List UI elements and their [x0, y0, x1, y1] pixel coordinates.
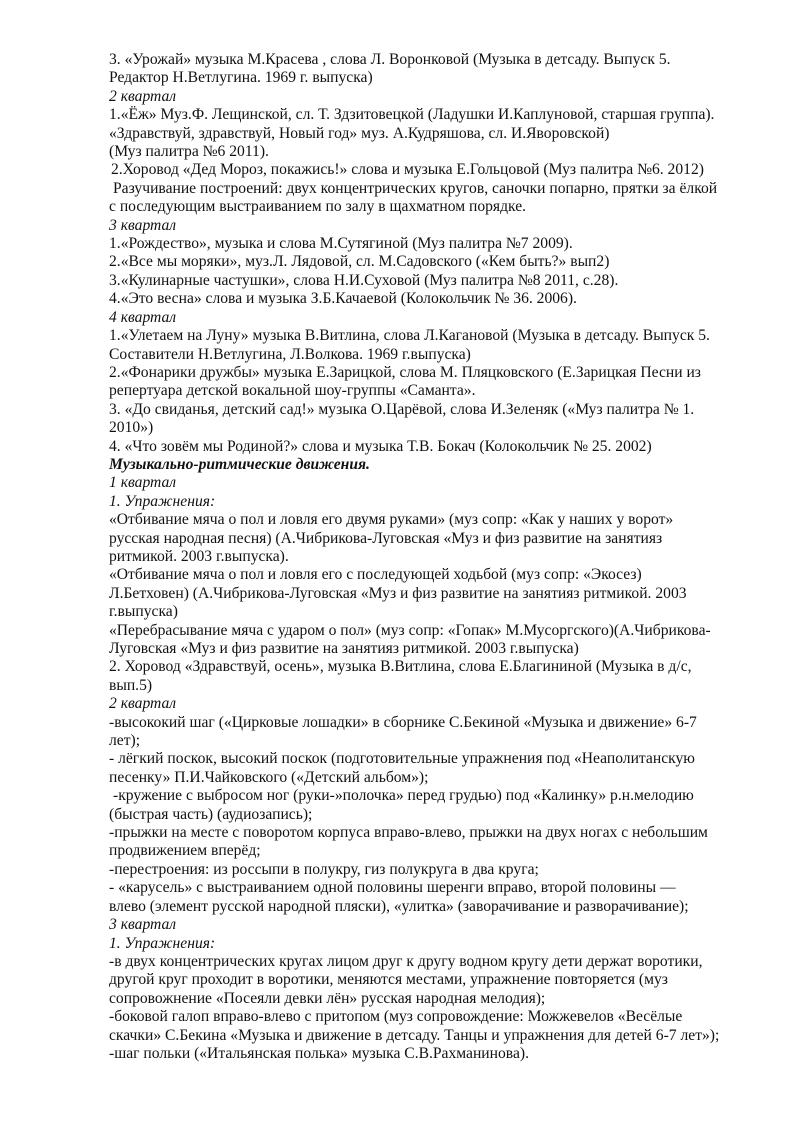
text-line: другой круг проходит в воротики, меняются местами, упражнение повторяется (муз [109, 971, 668, 989]
text-line: с последующим выстраиванием по залу в щахматном порядке. [109, 198, 527, 216]
text-line: вып.5) [109, 676, 153, 694]
section-heading-quarter-2b: 2 квартал [109, 695, 177, 713]
text-line: 1.«Ёж» Муз.Ф. Лещинской, сл. Т. Здзитовецкой (Ладушки И.Каплуновой, старшая группа). [109, 106, 715, 124]
text-line: - лёгкий поскок, высокий поскок (подготовительные упражнения под «Неаполитанскую [109, 750, 695, 768]
text-line: «Перебрасывание мяча с ударом о пол» (муз сопр: «Гопак» М.Мусоргского)(А.Чибрикова- [109, 621, 711, 639]
subheading-exercises: 1. Упражнения: [109, 934, 216, 952]
text-line: (Муз палитра №6 2011). [109, 143, 269, 161]
text-line: 1.«Рождество», музыка и слова М.Сутягиной (Муз палитра №7 2009). [109, 235, 573, 253]
text-line: «Отбивание мяча о пол и ловля его с последующей ходьбой (муз сопр: «Экосез) [109, 566, 642, 584]
text-line: 3. «До свиданья, детский сад!» музыка О.Царёвой, слова И.Зеленяк («Муз палитра № 1. [109, 400, 695, 418]
text-line: -перестроения: из россыпи в полукру, гиз полукруга в два круга; [109, 860, 539, 878]
text-line: -шаг польки («Итальянская полька» музыка С.В.Рахманинова). [109, 1044, 529, 1062]
text-line: лет); [109, 732, 141, 750]
text-line: -высококий шаг («Цирковые лошадки» в сборнике С.Бекиной «Музыка и движение» 6-7 [109, 713, 697, 731]
section-heading-quarter-4: 4 квартал [109, 308, 177, 326]
text-line: 4.«Это весна» слова и музыка З.Б.Качаевой (Колокольчик № 36. 2006). [109, 290, 577, 308]
text-line: «Здравствуй, здравствуй, Новый год» муз. А.Кудряшова, сл. И.Яворовской) [109, 124, 610, 142]
text-line: -в двух концентрических кругах лицом друг к другу водном кругу дети держат воротики, [109, 952, 703, 970]
text-line: - «карусель» с выстраиванием одной половины шеренги вправо, второй половины — [109, 879, 676, 897]
text-line: 2. Хоровод «Здравствуй, осень», музыка В.Витлина, слова Е.Благининой (Музыка в д/с, [109, 658, 692, 676]
text-line: 2.Хоровод «Дед Мороз, покажись!» слова и музыка Е.Гольцовой (Муз палитра №6. 2012) [111, 161, 704, 179]
text-line: 4. «Что зовём мы Родиной?» слова и музыка Т.В. Бокач (Колокольчик № 25. 2002) [109, 437, 652, 455]
section-heading-quarter-3b: 3 квартал [109, 916, 177, 934]
text-line: 1.«Улетаем на Луну» музыка В.Витлина, слова Л.Кагановой (Музыка в детсаду. Выпуск 5. [109, 327, 710, 345]
text-line: -кружение с выбросом ног (руки-»полочка» перед грудью) под «Калинку» р.н.мелодию [113, 787, 694, 805]
text-line: Луговская «Муз и физ развитие на занятияз ритмикой. 2003 г.выпуска) [109, 640, 579, 657]
text-line: 3.«Кулинарные частушки», слова Н.И.Суховой (Муз палитра №8 2011, с.28). [109, 271, 619, 289]
text-line: продвижением вперёд; [109, 842, 261, 860]
text-line: русская народная песня) (А.Чибрикова-Луговская «Муз и физ развитие на занятияз [109, 529, 663, 547]
text-line: сопровожнение «Посеяли девки лён» русская народная мелодия); [109, 989, 546, 1007]
text-line: 2.«Все мы моряки», муз.Л. Лядовой, сл. М.Садовского («Кем быть?» вып2) [109, 253, 610, 271]
text-line: скачки» С.Бекина «Музыка и движение в детсаду. Танцы и упражнения для детей 6-7 лет»); [109, 1026, 720, 1044]
text-line: 2.«Фонарики дружбы» музыка Е.Зарицкой, слова М. Пляцковского (Е.Зарицкая Песни из [109, 363, 701, 381]
text-line: Редактор Н.Ветлугина. 1969 г. выпуска) [109, 69, 373, 87]
subheading-exercises: 1. Упражнения: [109, 492, 216, 510]
section-heading-quarter-3: 3 квартал [109, 216, 177, 234]
section-title-rhythmic-movements: Музыкально-ритмические движения. [109, 455, 370, 473]
text-line: -боковой галоп вправо-влево с притопом (муз сопровождение: Можжевелов «Весёлые [109, 1008, 683, 1026]
text-line: песенку» П.И.Чайковского («Детский альбом»); [109, 768, 429, 786]
text-line: -прыжки на месте с поворотом корпуса вправо-влево, прыжки на двух ногах с небольшим [109, 824, 708, 842]
text-line: ритмикой. 2003 г.выпуска). [109, 547, 289, 565]
section-heading-quarter-1: 1 квартал [109, 474, 177, 492]
section-heading-quarter-2: 2 квартал [109, 87, 177, 105]
text-line: Составители Н.Ветлугина, Л.Волкова. 1969 г.выпуска) [109, 345, 471, 363]
text-line: (быстрая часть) (аудиозапись); [109, 805, 313, 823]
text-line: г.выпуска) [109, 603, 178, 621]
text-line: «Отбивание мяча о пол и ловля его двумя руками» (муз сопр: «Как у наших у ворот» [109, 511, 674, 529]
text-line: 3. «Урожай» музыка М.Красева , слова Л. Воронковой (Музыка в детсаду. Выпуск 5. [109, 51, 671, 68]
text-line: влево (элемент русской народной пляски), «улитка» (заворачивание и разворачивание); [109, 897, 689, 915]
text-line: репертуара детской вокальной шоу-группы «Саманта». [109, 382, 476, 400]
text-line: 2010») [109, 419, 154, 437]
text-line: Разучивание построений: двух концентрических кругов, саночки попарно, прятки за ёлкой [113, 179, 718, 197]
text-line: Л.Бетховен) (А.Чибрикова-Луговская «Муз и физ развитие на занятияз ритмикой. 2003 [109, 584, 687, 602]
